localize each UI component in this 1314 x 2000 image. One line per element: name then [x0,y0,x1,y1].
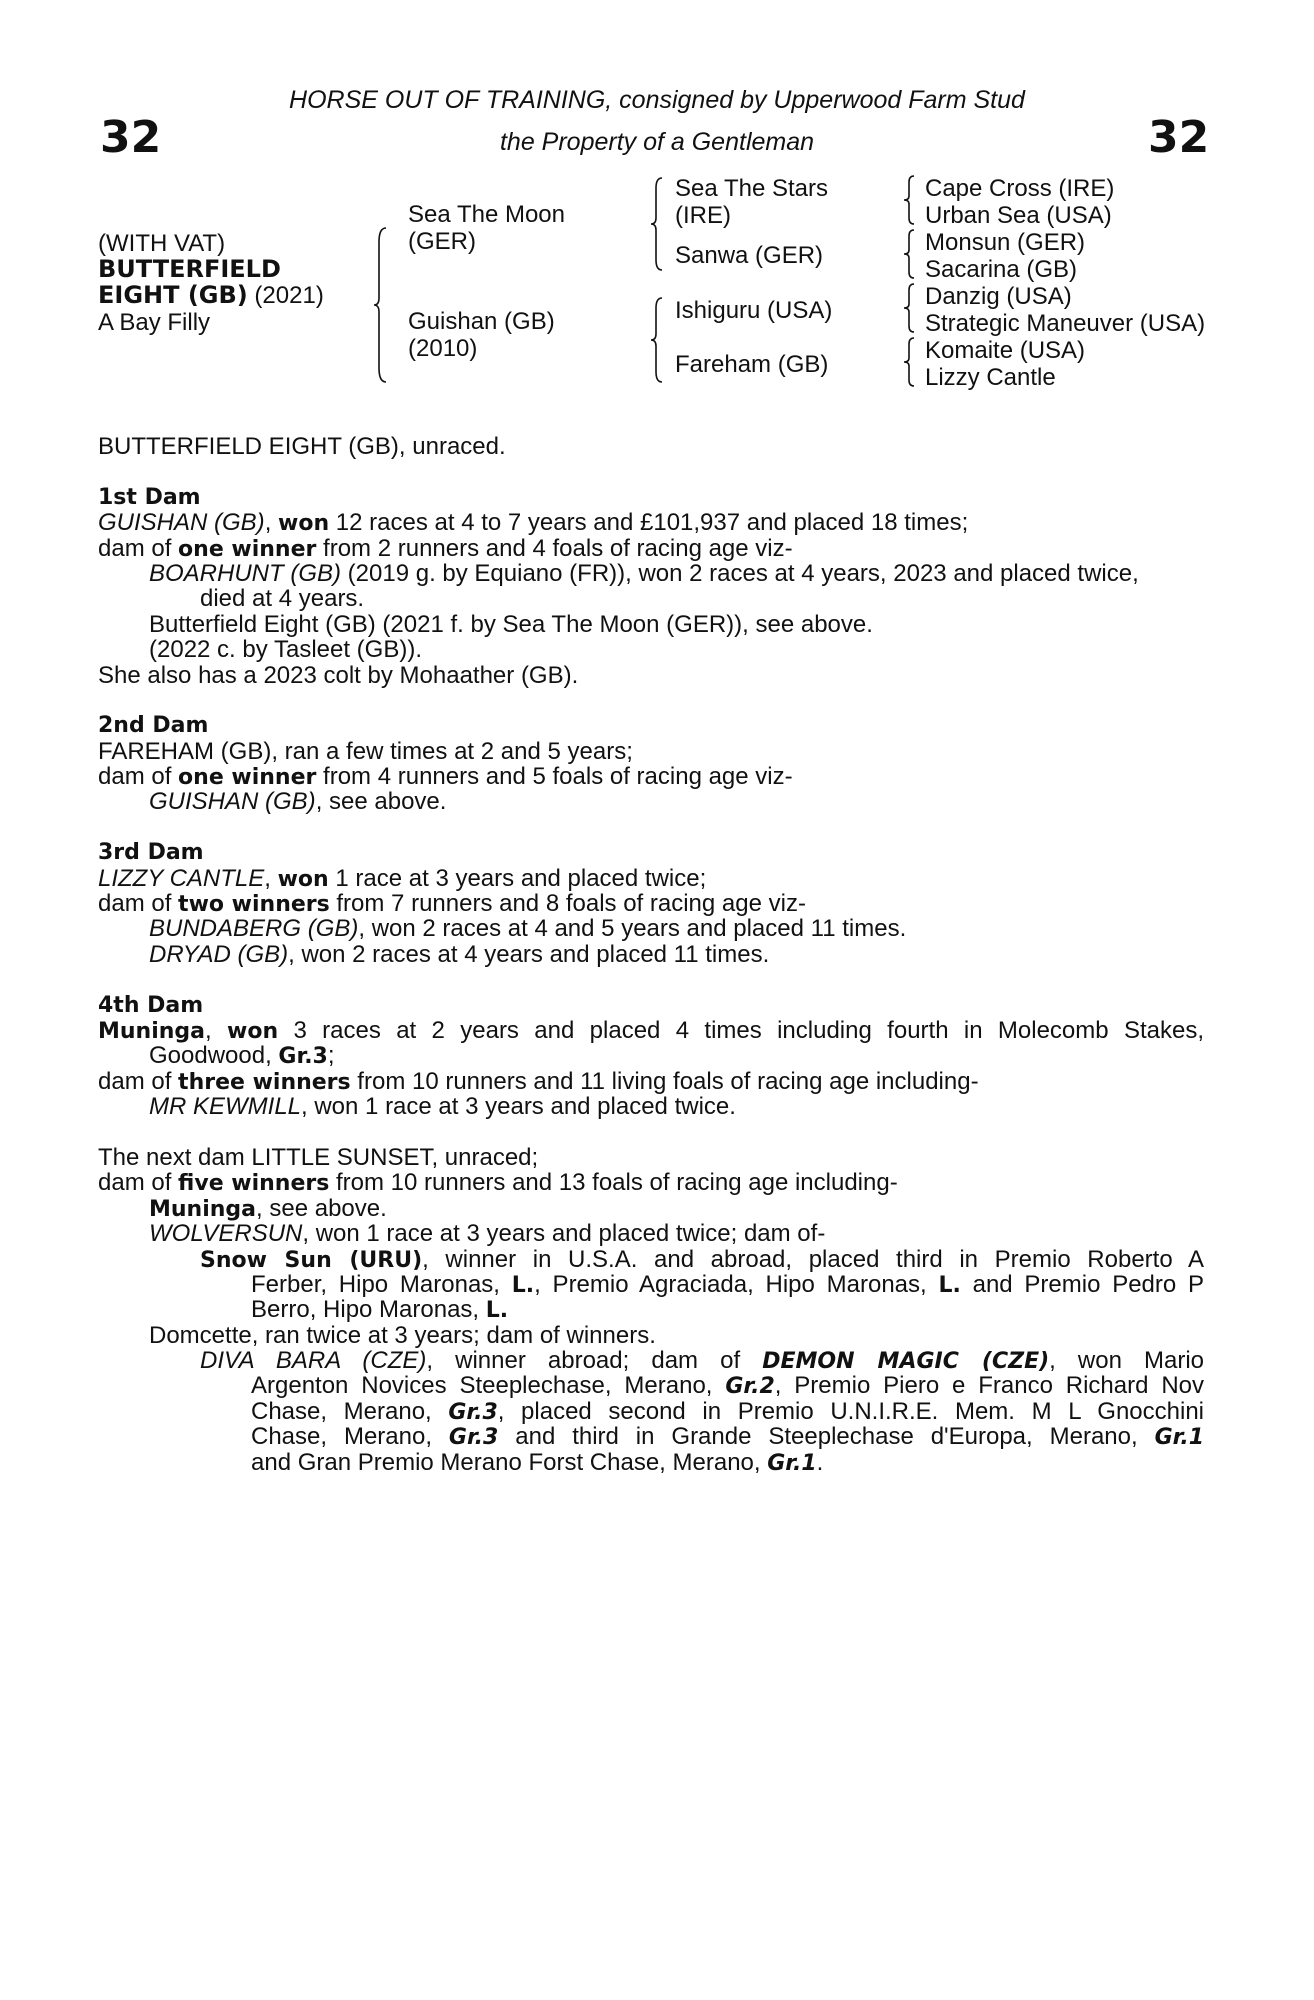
next-dam-line-8: Domcette, ran twice at 3 years; dam of winners. [149,1321,656,1349]
subject-name-part2: EIGHT (GB) [98,281,248,309]
grade-badge: Gr.3 [278,1044,328,1070]
sire-line1: Sea The Moon [408,201,565,228]
text: , won 1 race at 3 years and placed twice; dam of- [302,1220,826,1248]
ggp-8: Lizzy Cantle [925,364,1056,391]
first-dam-line-4: died at 4 years. [200,585,365,613]
subject-vat: (WITH VAT) [98,230,226,257]
subject-name-line1: BUTTERFIELD [98,255,281,283]
brace-subject [372,228,392,382]
text: and third in Grande Steeplechase d'Europa, Merano, [498,1424,1155,1450]
text: , Premio Piero e Franco Richard Nov [774,1373,1204,1399]
next-dam-line-6 [98,1272,1204,1297]
grade-badge: Gr.3 [448,1399,498,1425]
grandsire-dam: Ishiguru (USA) [675,297,833,324]
text: , winner abroad; dam of [426,1348,763,1374]
second-dam-heading: 2nd Dam [98,713,209,739]
text: dam of [98,1067,179,1095]
second-dam-line-2 [98,764,1204,789]
progeny-name: MR KEWMILL [149,1093,302,1121]
header-consignor: HORSE OUT OF TRAINING, consigned by Upperwood Farm Stud [289,86,1025,114]
progeny-name: Muninga [149,1196,257,1222]
text: dam of [98,763,179,791]
text: 3 races at 2 years and placed 4 times including fourth in Molecomb Stakes, [278,1017,1204,1044]
text: , see above. [315,788,447,816]
next-dam-line-4 [98,1221,1204,1246]
ggp-4: Sacarina (GB) [925,256,1078,283]
text: from 10 runners and 13 foals of racing age including- [329,1169,898,1197]
text: dam of [98,534,179,562]
brace-ggp-3 [903,284,917,332]
fourth-dam-line-3 [98,1069,1204,1094]
progeny-name: WOLVERSUN [149,1220,303,1248]
text: Ferber, Hipo Maronas, [251,1271,512,1298]
winners-count: one winner [178,765,317,791]
third-dam-heading: 3rd Dam [98,840,204,866]
progeny-name: DEMON MAGIC (CZE) [762,1349,1050,1374]
next-dam-line-13 [98,1450,1204,1475]
text: Chase, Merano, [251,1424,449,1450]
first-dam-sep: , [264,509,279,537]
text: Goodwood, [149,1042,279,1070]
dam-line2: (2010) [408,335,478,362]
text: Argenton Novices Steeplechase, Merano, [251,1373,726,1399]
next-dam-line-5 [98,1247,1204,1272]
progeny-record: (2019 g. by Equiano (FR)), won 2 races at 4 years, 2023 and placed twice, [341,559,1139,587]
dam-line1: Guishan (GB) [408,308,555,335]
text: , [205,1017,228,1044]
first-dam-won: won [278,511,330,537]
subject-year: (2021) [247,282,324,309]
text: from 4 runners and 5 foals of racing age viz- [316,763,793,791]
progeny-name: BOARHUNT (GB) [149,559,341,587]
fourth-dam-name: Muninga [98,1018,206,1044]
grandsire-sire-line2: (IRE) [675,202,731,229]
third-dam-name: LIZZY CANTLE [98,864,265,892]
third-dam-line-2 [98,891,1204,916]
brace-sire [650,178,666,270]
next-dam-line-7 [98,1297,1204,1322]
text: , won Mario [1049,1348,1204,1374]
brace-ggp-1 [903,176,917,224]
grade-badge: Gr.1 [1154,1425,1204,1450]
ggp-5: Danzig (USA) [925,283,1072,310]
brace-dam [650,298,666,382]
ggp-1: Cape Cross (IRE) [925,175,1115,202]
header-property: the Property of a Gentleman [499,128,815,156]
subject-name-line2 [98,282,324,309]
ggp-6: Strategic Maneuver (USA) [925,310,1206,337]
text: , placed second in Premio U.N.I.R.E. Mem. M L Gnocchini [497,1398,1204,1425]
text: , won 1 race at 3 years and placed twice. [301,1093,736,1121]
ggp-3: Monsun (GER) [925,229,1086,256]
next-dam-line-2 [98,1170,1204,1195]
next-dam-line-10 [98,1373,1204,1398]
next-dam-line-12 [98,1424,1204,1449]
fourth-dam-line-2 [98,1043,1204,1068]
first-dam-line-2 [98,536,1204,561]
granddam-sire: Sanwa (GER) [675,242,824,269]
text: , won 2 races at 4 and 5 years and placed 11 times. [358,915,907,943]
third-dam-line-4 [98,942,1204,967]
first-dam-heading: 1st Dam [98,484,201,510]
subject-description: A Bay Filly [98,309,211,336]
lot-number-left: 32 [100,112,162,163]
winners-count: five winners [178,1171,330,1197]
next-dam-line-1: The next dam LITTLE SUNSET, unraced; [98,1143,539,1171]
grade-badge: Gr.2 [725,1374,775,1399]
progeny-name: DRYAD (GB) [149,940,289,968]
text: , won 2 races at 4 years and placed 11 times. [288,940,770,968]
text: and Gran Premio Merano Forst Chase, Merano, [251,1448,768,1476]
text: , winner in U.S.A. and abroad, placed third in Premio Roberto A [422,1246,1204,1272]
text: . [816,1448,824,1476]
next-dam-line-9 [98,1348,1204,1373]
second-dam-line-3 [98,789,1204,814]
text: 1 race at 3 years and placed twice; [328,864,707,892]
listed-badge: L. [938,1272,961,1298]
grandsire-sire-line1: Sea The Stars [675,175,828,202]
text: ; [327,1042,335,1070]
first-dam-line-7: She also has a 2023 colt by Mohaather (GB). [98,661,579,689]
text: from 2 runners and 4 foals of racing age viz- [316,534,793,562]
grade-badge: Gr.1 [767,1450,817,1476]
fourth-dam-heading: 4th Dam [98,992,204,1018]
third-dam-line-3 [98,916,1204,941]
text: and Premio Pedro P [960,1271,1204,1298]
fourth-dam-line-1 [98,1018,1204,1043]
text: , Premio Agraciada, Hipo Maronas, [534,1271,939,1298]
ggp-2: Urban Sea (USA) [925,202,1112,229]
text: , [264,864,278,892]
sire-line2: (GER) [408,228,476,255]
granddam-dam: Fareham (GB) [675,351,829,378]
next-dam-line-11 [98,1399,1204,1424]
progeny-name: DIVA BARA (CZE) [200,1348,427,1374]
winners-count: one winner [178,536,317,562]
text: dam of [98,890,179,918]
intro-line: BUTTERFIELD EIGHT (GB), unraced. [98,433,506,460]
first-dam-record: 12 races at 4 to 7 years and £101,937 and placed 18 times; [329,509,969,537]
text: , see above. [256,1194,387,1222]
catalogue-body [98,434,1204,1475]
first-dam-line-1 [98,510,1204,535]
text: from 7 runners and 8 foals of racing age viz- [329,890,806,918]
lot-number-right: 32 [1148,112,1210,163]
ggp-7: Komaite (USA) [925,337,1086,364]
listed-badge: L. [511,1272,535,1298]
third-dam-line-1 [98,866,1204,891]
fourth-dam-won: won [227,1018,279,1044]
brace-ggp-4 [903,338,917,386]
text: dam of [98,1169,179,1197]
third-dam-won: won [277,866,329,892]
text: Chase, Merano, [251,1398,449,1425]
first-dam-line-5: Butterfield Eight (GB) (2021 f. by Sea The Moon (GER)), see above. [149,610,873,638]
second-dam-line-1: FAREHAM (GB), ran a few times at 2 and 5 years; [98,737,633,765]
progeny-name: GUISHAN (GB) [149,788,316,816]
first-dam-line-3 [98,561,1204,586]
progeny-name: Snow Sun (URU) [200,1247,423,1272]
fourth-dam-line-4 [98,1094,1204,1119]
next-dam-line-3 [98,1196,1204,1221]
first-dam-line-6: (2022 c. by Tasleet (GB)). [149,636,422,664]
listed-badge: L. [485,1298,509,1324]
text: Berro, Hipo Maronas, [251,1296,486,1324]
grade-badge: Gr.3 [448,1425,499,1450]
winners-count: three winners [178,1069,351,1095]
progeny-name: BUNDABERG (GB) [149,915,359,943]
first-dam-name: GUISHAN (GB) [98,509,265,537]
brace-ggp-2 [903,230,917,278]
winners-count: two winners [178,892,330,918]
text: from 10 runners and 11 living foals of racing age including- [350,1067,979,1095]
